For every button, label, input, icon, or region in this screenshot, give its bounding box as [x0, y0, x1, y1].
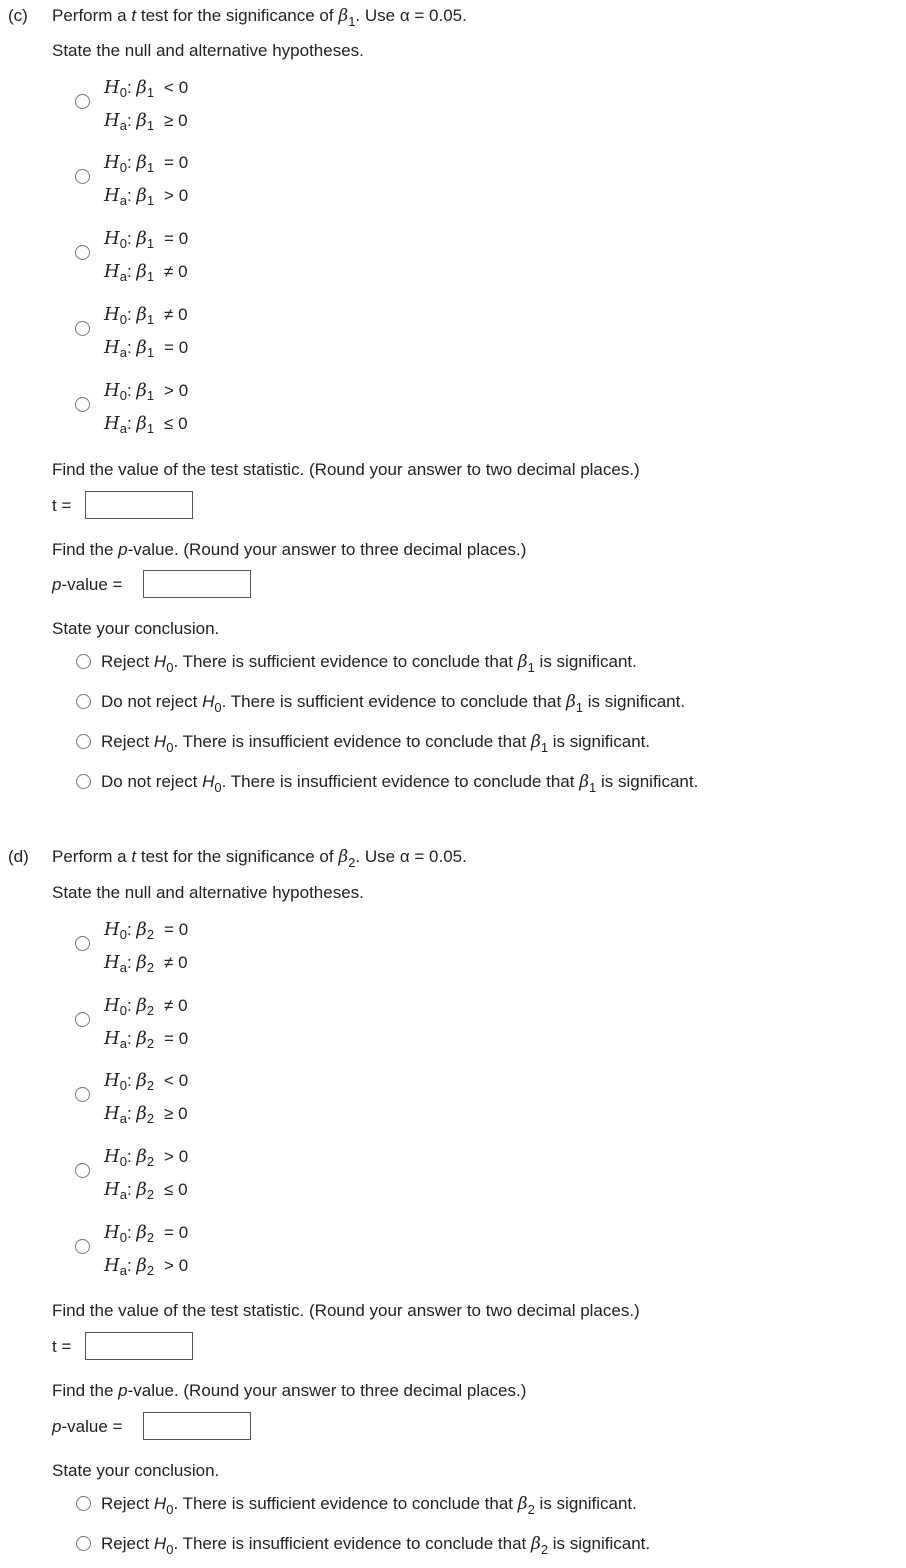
part_d-hypothesis-radio-5[interactable] [75, 1239, 90, 1254]
part_c-hypothesis-4-ha: $H_a$: $\beta_1 = 0$ [104, 337, 189, 360]
part_c-hypothesis-3-ha: $H_a$: $\beta_1 \ne 0$ [104, 261, 188, 284]
part_c-hypothesis-5-h0: $H_0$: $\beta_1 > 0$ [104, 380, 189, 403]
part_d-hypothesis-2-h0: $H_0$: $\beta_2 \ne 0$ [104, 995, 188, 1018]
part_c-conclusion-radio-1[interactable] [76, 654, 91, 669]
part_c-hypothesis-5-ha: $H_a$: $\beta_1 \le 0$ [104, 413, 188, 436]
part_d-conclusion-prompt: State your conclusion. [52, 1461, 220, 1480]
part_d-hypothesis-5-ha: $H_a$: $\beta_2 > 0$ [104, 1255, 189, 1278]
part_c-conclusion-option-3[interactable]: Reject $H_0$. There is insufficient evidence to conclude that $\beta_1$ is significant. [101, 732, 651, 755]
part_c-hypothesis-radio-2[interactable] [75, 169, 90, 184]
part_c-conclusion-option-1[interactable]: Reject $H_0$. There is sufficient evidence to conclude that $\beta_1$ is significant. [101, 652, 637, 675]
part_c-hypothesis-4-h0: $H_0$: $\beta_1 \ne 0$ [104, 304, 188, 327]
part_c-conclusion-option-4[interactable]: Do not reject $H_0$. There is insufficient evidence to conclude that $\beta_1$ is significant. [101, 772, 699, 795]
part_d-hypothesis-5-h0: $H_0$: $\beta_2 = 0$ [104, 1222, 189, 1245]
part_d-hypothesis-3-h0: $H_0$: $\beta_2 < 0$ [104, 1070, 189, 1093]
part_c-conclusion-option-2[interactable]: Do not reject $H_0$. There is sufficient evidence to conclude that $\beta_1$ is significant. [101, 692, 686, 715]
part_d-hypothesis-2-ha: $H_a$: $\beta_2 = 0$ [104, 1028, 189, 1051]
part_d-test-statistic-prompt: Find the value of the test statistic. (Round your answer to two decimal places.) [52, 1301, 640, 1320]
part_d-hypothesis-radio-2[interactable] [75, 1012, 90, 1027]
part_d-pvalue-label: p-value = [52, 1417, 123, 1436]
part_d-state-hypotheses-prompt: State the null and alternative hypotheses. [52, 883, 364, 902]
part_c-state-hypotheses-prompt: State the null and alternative hypotheses. [52, 41, 364, 60]
part_d-hypothesis-4-ha: $H_a$: $\beta_2 \le 0$ [104, 1179, 188, 1202]
part_d-hypothesis-1-ha: $H_a$: $\beta_2 \ne 0$ [104, 952, 188, 975]
part_c-pvalue-label: p-value = [52, 575, 123, 594]
part_d-t-input[interactable] [85, 1332, 193, 1360]
part_d-hypothesis-4-h0: $H_0$: $\beta_2 > 0$ [104, 1146, 189, 1169]
part_c-hypothesis-radio-5[interactable] [75, 397, 90, 412]
part_d-conclusion-option-1[interactable]: Reject $H_0$. There is sufficient evidence to conclude that $\beta_2$ is significant. [101, 1494, 637, 1517]
part_c-label: (c) [8, 6, 28, 25]
part_d-conclusion-radio-1[interactable] [76, 1496, 91, 1511]
part_c-title: Perform a t test for the significance of $\beta_1$. Use α = 0.05. [52, 6, 467, 29]
part_c-test-statistic-prompt: Find the value of the test statistic. (Round your answer to two decimal places.) [52, 460, 640, 479]
part_d-pvalue-prompt: Find the p-value. (Round your answer to three decimal places.) [52, 1381, 527, 1400]
part_c-hypothesis-radio-3[interactable] [75, 245, 90, 260]
part_c-hypothesis-2-ha: $H_a$: $\beta_1 > 0$ [104, 185, 189, 208]
part_d-label: (d) [8, 847, 29, 866]
part_d-hypothesis-radio-1[interactable] [75, 936, 90, 951]
part_c-hypothesis-3-h0: $H_0$: $\beta_1 = 0$ [104, 228, 189, 251]
part_d-conclusion-option-2[interactable]: Reject $H_0$. There is insufficient evidence to conclude that $\beta_2$ is significant. [101, 1534, 651, 1557]
part_c-t-label: t = [52, 496, 72, 515]
part_d-hypothesis-radio-3[interactable] [75, 1087, 90, 1102]
part_c-conclusion-prompt: State your conclusion. [52, 619, 220, 638]
part_d-hypothesis-1-h0: $H_0$: $\beta_2 = 0$ [104, 919, 189, 942]
part_c-hypothesis-2-h0: $H_0$: $\beta_1 = 0$ [104, 152, 189, 175]
part_c-pvalue-input[interactable] [143, 570, 251, 598]
part_d-hypothesis-3-ha: $H_a$: $\beta_2 \ge 0$ [104, 1103, 188, 1126]
part_d-hypothesis-radio-4[interactable] [75, 1163, 90, 1178]
part_c-pvalue-prompt: Find the p-value. (Round your answer to three decimal places.) [52, 540, 527, 559]
part_c-hypothesis-radio-4[interactable] [75, 321, 90, 336]
part_d-t-label: t = [52, 1337, 72, 1356]
part_c-hypothesis-1-h0: $H_0$: $\beta_1 < 0$ [104, 77, 189, 100]
part_c-hypothesis-1-ha: $H_a$: $\beta_1 \ge 0$ [104, 110, 188, 133]
part_c-t-input[interactable] [85, 491, 193, 519]
part_c-conclusion-radio-2[interactable] [76, 694, 91, 709]
part_c-hypothesis-radio-1[interactable] [75, 94, 90, 109]
part_d-pvalue-input[interactable] [143, 1412, 251, 1440]
part_d-conclusion-radio-2[interactable] [76, 1536, 91, 1551]
part_c-conclusion-radio-3[interactable] [76, 734, 91, 749]
part_d-title: Perform a t test for the significance of $\beta_2$. Use α = 0.05. [52, 847, 467, 870]
part_c-conclusion-radio-4[interactable] [76, 774, 91, 789]
